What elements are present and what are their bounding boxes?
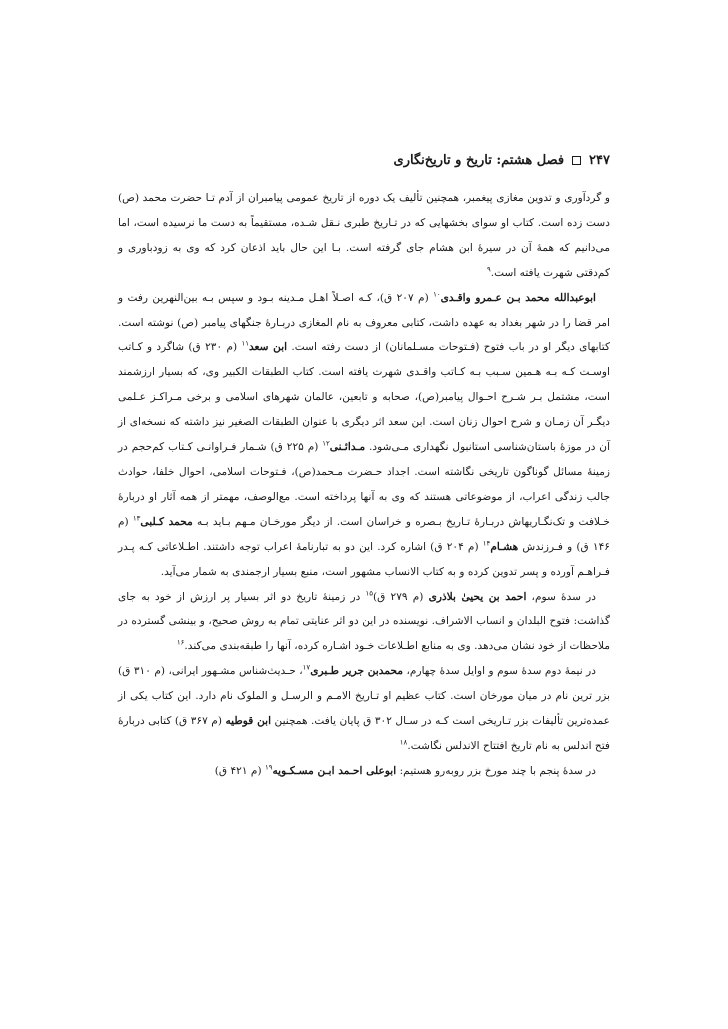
text-run: (م ۱۴۶ ق) و فـرزندش	[118, 515, 610, 553]
text-run: و گردآوری و تدوین مغازی پیغمبر، همچنین تألیف یک دوره از تاریخ عمومی پیامبران از آدم تـا حضرت محمد (ص) دست زده است. کتاب او سوای بخشهایی که در تـاریخ طبری نـقل شـده، مستقیماً به دست ما نرسیده است، اما می‌دانیم که همهٔ آن در سیرهٔ ابن هشام جای گرفته است. بـا این حال باید اذعان کرد که وی به زودباوری و کم‌دقتی شهرت یافته است.	[118, 192, 610, 279]
paragraph	[118, 759, 610, 784]
paragraph	[118, 659, 610, 759]
body-text	[118, 186, 610, 784]
footnote-marker: ۱۸	[399, 738, 408, 747]
text-run: (م ۴۲۱ ق)	[214, 764, 265, 777]
person-name: ابن سعد	[248, 341, 288, 354]
footnote-marker: ۱۶	[176, 638, 185, 647]
footnote-marker: ۱۲	[322, 439, 330, 448]
chapter-title: فصل هشتم: تاریخ و تاریخ‌نگاری	[393, 152, 565, 168]
footnote-marker: ۱۷	[302, 663, 311, 672]
running-header	[118, 150, 610, 170]
footnote-marker: ۱۰	[433, 290, 441, 299]
footnote-marker: ۱۳	[132, 514, 141, 523]
person-name: ابوعلی احـمد ابـن مسـکـویه	[272, 764, 397, 777]
text-run: (م ۲۳۰ ق) شاگرد و کـاتب اوسـت کـه بـه هـمین سـبب بـه کـاتب واقـدی شهرت یافته است. کتاب الطبقات الکبیر وی، که بسیار ارزشمند است، مشتمل بـر شـرح احـوال پیامبر(ص)، صحابه و تابعین، عالمان شهرهای اسلامی و برخی مـراکـز عـلمی دیگـر آن زمـان و شرح احوال زنان است. ابن سعد اثر دیگری با عنوان الطبقات الصغیر نیز داشته که نسخه‌ای از آن در موزهٔ باستان‌شناسی استانبول نگهداری مـی‌شود.	[118, 341, 611, 454]
footnote-marker: ۱۹	[264, 763, 273, 772]
book-page	[118, 150, 610, 784]
person-name: احمد بن یحییٰ بلاذری	[428, 590, 527, 603]
paragraph	[118, 286, 610, 585]
text-run: (م ۲۰۷ ق)، کـه اصـلاً اهـل مـدینه بـود و سپس بـه بین‌النهرین رفت و امر قضا را در شهر بغداد به عهده داشت، کتابی معروف به نام المغازی دربـارهٔ جنگهای پیامبر (ص) نوشته است. کتابهای دیگر او در باب فتوح (فـتوحات مسـلمانان) از دست رفته است.	[118, 291, 610, 354]
person-name: ابن قوطیه	[225, 715, 272, 728]
text-run: در سدهٔ سوم،	[526, 590, 596, 603]
footnote-marker: ۹	[486, 265, 491, 274]
text-run: (م ۲۷۹ ق)	[373, 590, 429, 603]
text-run: (م ۳۶۷ ق) کتابی دربارهٔ فتح اندلس به نام تاریخ افتتاح الاندلس نگاشت.	[118, 715, 610, 752]
paragraph	[118, 186, 610, 286]
person-name: ابوعبدالله محمد بـن عـمرو واقـدی	[440, 291, 596, 304]
text-run: (م ۲۰۴ ق) اشاره کرد. این دو به تبارنامهٔ اعراب توجه داشتند. اطـلاعاتی کـه پـدر فـراهـم آورده و پسر تدوین کرده و به کتاب الانساب مشهور است، منبع بسیار ارجمندی به شمار می‌آید.	[118, 540, 610, 578]
text-run: (م ۲۲۵ ق) شـمار فـراوانـی کـتاب کم‌حجم در زمینهٔ مسائل گوناگون تاریخی نگاشته است. اجداد حـضرت مـحمد(ص)، فـتوحات اسلامی، احوال خلفا، حوادث جالب زندگی اعراب، از موضوعاتی هستند که وی به آنها پرداخته است. مع‌الوصف، مهمتر از همه آثار او دربارهٔ خـلافت و تک‌نگـاریهاش دربـارهٔ تـاریخ بـصره و خراسان است. از دیگر مورخـان مـهم بـاید بـه	[118, 441, 610, 528]
footnote-marker: ۱۱	[241, 339, 249, 348]
footnote-marker: ۱۵	[365, 588, 373, 597]
text-run: ، حـدیث‌شناس مشـهور ایرانی، (م ۳۱۰ ق) بزر ترین نام در میان مورخان است. کتاب عظیم او تـاریخ الامـم و الرسـل و الملوک نام دارد. این کتاب یکی از عمده‌ترین تألیفات بزر تـاریخی است کـه در سـال ۳۰۲ ق پایان یافت. همچنین	[118, 665, 610, 728]
text-run: در زمینهٔ تاریخ دو اثر بسیار پر ارزش از خود به جای گذاشت: فتوح البلدان و انساب الاشراف. نویسنده در این دو اثر عنایتی تمام به روش صحیح، و بینشی گسترده در ملاحظات از خود نشان می‌دهد. وی به منابع اطـلاعات خـود اشـاره کرده، آنها را طبقه‌بندی می‌کند.	[118, 590, 610, 653]
person-name: مـدائـنی	[329, 441, 366, 454]
person-name: محمد کـلبی	[140, 515, 193, 528]
paragraph	[118, 585, 610, 660]
text-run: در سدهٔ پنجم با چند مورخ بزر روبه‌رو هستیم:	[396, 764, 596, 777]
footnote-marker: ۱۴	[482, 539, 491, 548]
person-name: محمدبن جریر طـبری	[310, 665, 404, 678]
text-run: در نیمهٔ دوم سدهٔ سوم و اوایل سدهٔ چهارم،	[403, 665, 596, 678]
person-name: هشـام	[490, 540, 519, 553]
square-icon	[572, 156, 581, 165]
page-number: ۲۴۷	[589, 152, 610, 168]
